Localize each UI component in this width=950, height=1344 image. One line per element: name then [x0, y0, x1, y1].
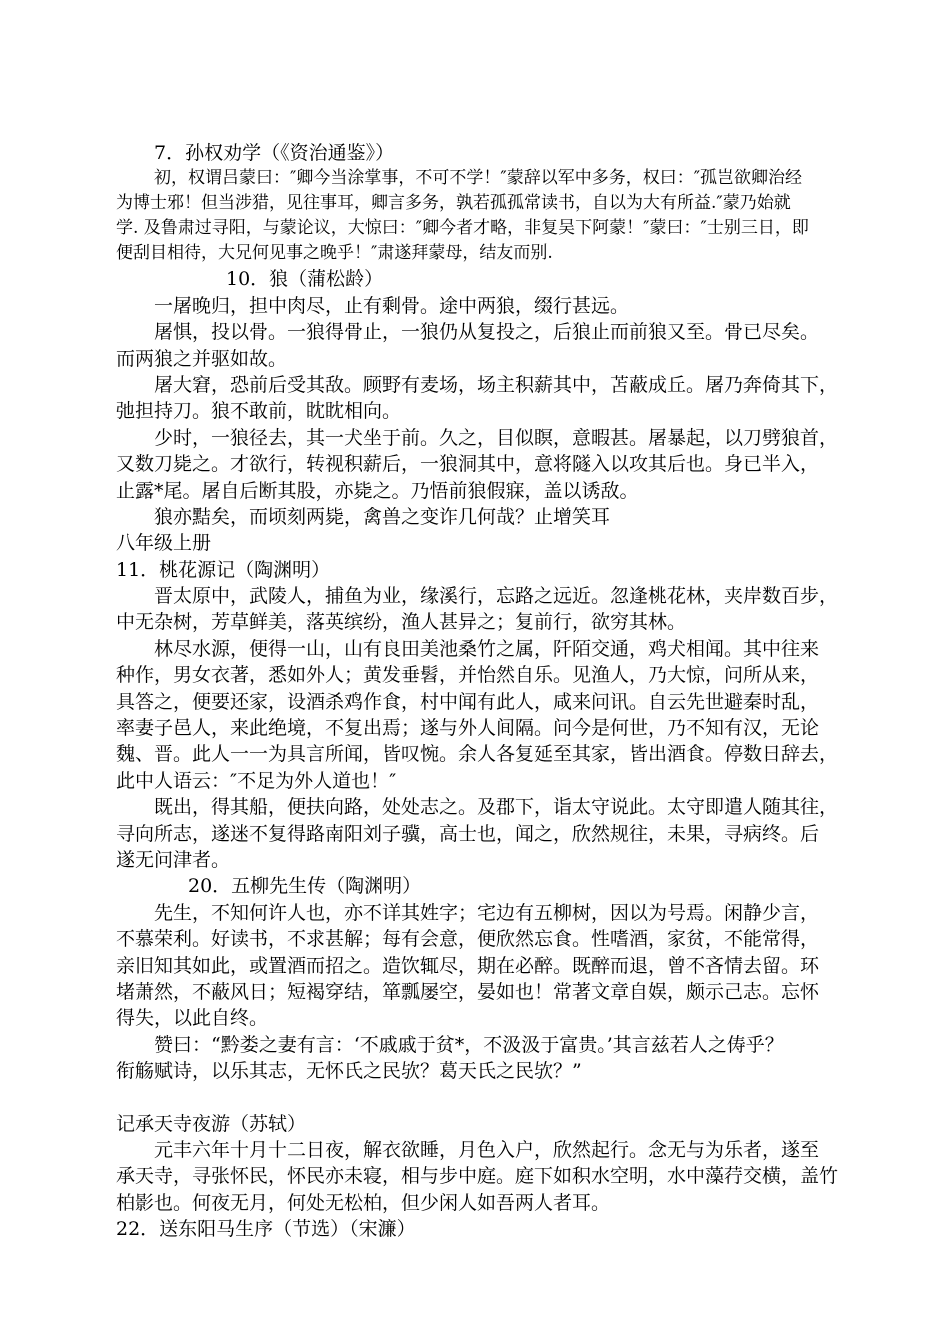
text-line: 中无杂树，芳草鲜美，落英缤纷，渔人甚异之；复前行，欲穷其林。 [116, 611, 687, 634]
text-line: 承天寺，寻张怀民，怀民亦未寝，相与步中庭。庭下如积水空明，水中藻荇交横，盖竹 [116, 1165, 839, 1188]
text-line: 屠惧，投以骨。一狼得骨止，一狼仍从复投之，后狼止而前狼又至。骨已尽矣。 [154, 321, 820, 344]
text-line: 既出，得其船，便扶向路，处处志之。及郡下，诣太守说此。太守即遣人随其往， [154, 796, 839, 819]
text-line: 魏、晋。此人一一为具言所闻，皆叹惋。余人各复延至其家，皆出酒食。停数日辞去， [116, 743, 839, 766]
text-line: 学. 及鲁肃过寻阳，与蒙论议，大惊曰：″卿今者才略，非复吴下阿蒙！″蒙曰：″士别三日，即 [116, 218, 809, 239]
blank-line [116, 1085, 834, 1111]
text-line: 晋太原中，武陵人，捕鱼为业，缘溪行，忘路之远近。忽逢桃花林，夹岸数百步， [154, 585, 839, 608]
text-line: 止露*尾。屠自后断其股，亦毙之。乃悟前狼假寐，盖以诱敌。 [116, 479, 639, 502]
text-line: 堵萧然，不蔽风日；短褐穿结，箪瓢屡空，晏如也！常著文章自娱，颇示己志。忘怀 [116, 980, 820, 1003]
sunquan-text [116, 166, 834, 266]
text-line: 先生，不知何许人也，亦不详其姓字；宅边有五柳树，因以为号焉。闲静少言， [154, 901, 820, 924]
text-line: 弛担持刀。狼不敢前，眈眈相向。 [116, 400, 402, 423]
section-title-songdongyang: 22．送东阳马生序（节选）（宋濂） [116, 1218, 416, 1241]
section-title-lang: 10．狼（蒲松龄） [226, 268, 384, 291]
text-line: 亲旧知其如此，或置酒而招之。造饮辄尽，期在必醉。既醉而退，曾不吝情去留。环 [116, 954, 820, 977]
text-line: 寻向所志，遂迷不复得路南阳刘子骥，高士也，闻之，欣然规往，未果，寻病终。后 [116, 822, 820, 845]
text-line: 率妻子邑人，来此绝境，不复出焉；遂与外人间隔。问今是何世，乃不知有汉，无论 [116, 717, 820, 740]
text-line: 得失，以此自终。 [116, 1007, 269, 1030]
text-line: 赞曰：“黔娄之妻有言：‘不戚戚于贫*，不汲汲于富贵。’其言兹若人之俦乎？ [154, 1033, 784, 1056]
section-title-sunquan: 7．孙权劝学（《资治通鉴》） [154, 142, 395, 164]
section-title-chengtian: 记承天寺夜游（苏轼） [116, 1112, 307, 1135]
text-line: 为博士邪！但当涉猎，见往事耳，卿言多务，孰若孤孤常读书，自以为大有所益.″蒙乃始就 [116, 193, 791, 214]
text-line: 此中人语云：″不足为外人道也！″ [116, 769, 397, 792]
text-line: 又数刀毙之。才欲行，转视积薪后，一狼洞其中，意将隧入以攻其后也。身已半入， [116, 453, 820, 476]
text-line: 狼亦黠矣，而顷刻两毙，禽兽之变诈几何哉？止增笑耳 [154, 505, 611, 528]
grade-heading: 八年级上册 [116, 532, 212, 555]
text-line: 柏影也。何夜无月，何处无松柏，但少闲人如吾两人者耳。 [116, 1191, 611, 1214]
text-line: 便刮目相待，大兄何见事之晚乎！″肃遂拜蒙母，结友而别. [116, 243, 553, 264]
text-line: 具答之，便要还家，设酒杀鸡作食，村中闻有此人，咸来问讯。自云先世避秦时乱， [116, 690, 820, 713]
text-line: 初，权谓吕蒙曰：″卿今当涂掌事，不可不学！″蒙辞以军中多务，权曰：″孤岂欲卿治经 [154, 168, 803, 189]
text-line: 一屠晚归，担中肉尽，止有剩骨。途中两狼，缀行甚远。 [154, 294, 630, 317]
text-line: 元丰六年十月十二日夜，解衣欲睡，月色入户，欣然起行。念无与为乐者，遂至 [154, 1138, 820, 1161]
text-line: 少时，一狼径去，其一犬坐于前。久之，目似瞑，意暇甚。屠暴起，以刀劈狼首， [154, 426, 839, 449]
text-line: 遂无问津者。 [116, 848, 231, 871]
text-line: 而两狼之并驱如故。 [116, 347, 288, 370]
document-page [116, 140, 839, 1242]
text-line: 衔觞赋诗，以乐其志，无怀氏之民欤？葛天氏之民欤？” [116, 1060, 582, 1083]
section-title-wuliu: 20．五柳先生传（陶渊明） [188, 875, 422, 898]
section-title-taohua: 11．桃花源记（陶渊明） [116, 558, 331, 581]
text-line: 不慕荣利。好读书，不求甚解；每有会意，便欣然忘食。性嗜酒，家贫，不能常得， [116, 928, 820, 951]
text-line: 林尽水源，便得一山，山有良田美池桑竹之属，阡陌交通，鸡犬相闻。其中往来 [154, 637, 820, 660]
text-line: 种作，男女衣著，悉如外人；黄发垂髫，并怡然自乐。见渔人，乃大惊，问所从来， [116, 664, 820, 687]
text-line: 屠大窘，恐前后受其敌。顾野有麦场，场主积薪其中，苫蔽成丘。屠乃奔倚其下， [154, 373, 839, 396]
